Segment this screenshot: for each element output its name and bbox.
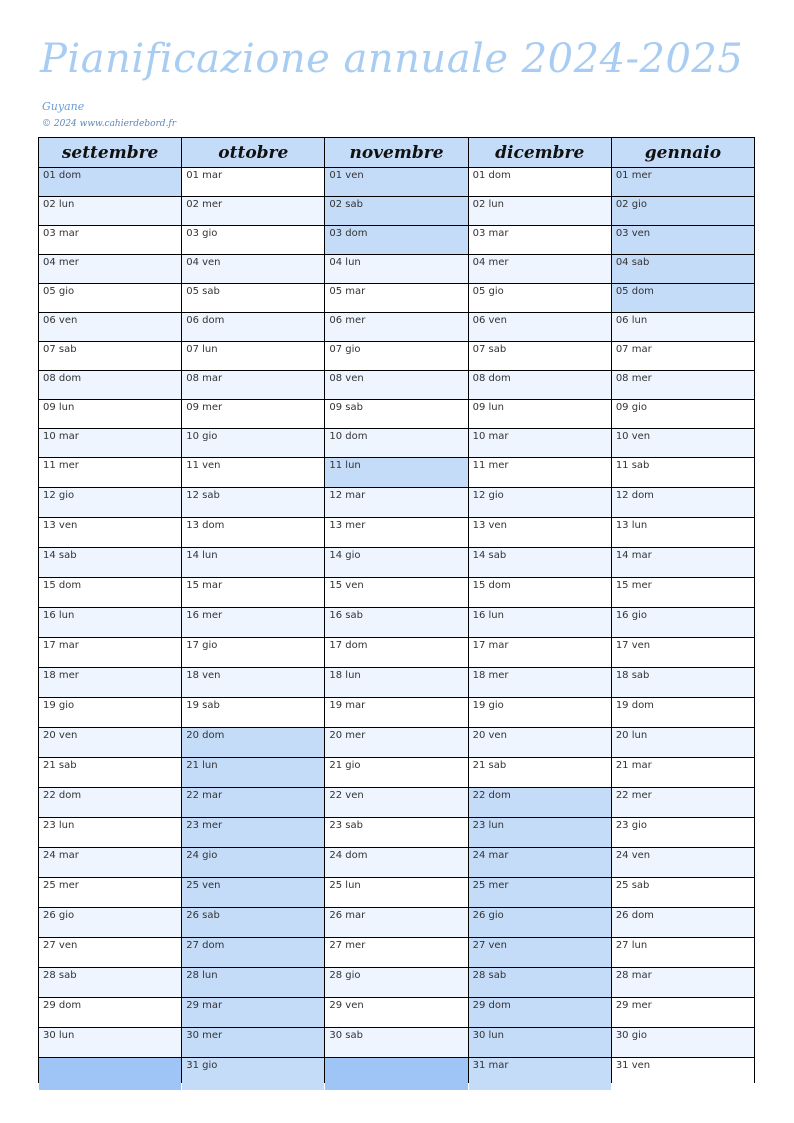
- day-cell: 22 mer: [612, 788, 754, 818]
- day-cell: 24 dom: [325, 848, 467, 878]
- day-cell: 17 dom: [325, 638, 467, 668]
- day-cell: 11 sab: [612, 458, 754, 488]
- day-cell: 13 lun: [612, 518, 754, 548]
- day-cell: 05 gio: [39, 284, 181, 313]
- day-cell: 30 lun: [39, 1028, 181, 1058]
- day-cell: 08 dom: [469, 371, 611, 400]
- month-column-gennaio: [612, 138, 754, 1082]
- day-cell: 04 lun: [325, 255, 467, 284]
- month-header: settembre: [39, 138, 181, 168]
- day-cell: 21 sab: [39, 758, 181, 788]
- day-cell: 06 lun: [612, 313, 754, 342]
- day-cell: 10 mar: [39, 429, 181, 458]
- day-cell: 03 ven: [612, 226, 754, 255]
- month-header: dicembre: [469, 138, 611, 168]
- day-cell: 29 ven: [325, 998, 467, 1028]
- day-cell: 10 gio: [182, 429, 324, 458]
- day-cell: 20 mer: [325, 728, 467, 758]
- day-cell: 02 sab: [325, 197, 467, 226]
- day-cell: 28 gio: [325, 968, 467, 998]
- day-cell: 20 lun: [612, 728, 754, 758]
- day-cell: 26 mar: [325, 908, 467, 938]
- day-cell: 30 mer: [182, 1028, 324, 1058]
- day-cell: 31 mar: [469, 1058, 611, 1090]
- day-cell: 30 gio: [612, 1028, 754, 1058]
- day-cell: 18 ven: [182, 668, 324, 698]
- day-cell: 31 gio: [182, 1058, 324, 1090]
- day-cell: 17 mar: [39, 638, 181, 668]
- day-cell: 12 gio: [469, 488, 611, 518]
- day-cell: 06 mer: [325, 313, 467, 342]
- day-cell: 15 dom: [469, 578, 611, 608]
- day-cell: 25 sab: [612, 878, 754, 908]
- day-cell: 24 mar: [39, 848, 181, 878]
- day-cell: 28 mar: [612, 968, 754, 998]
- calendar-grid: [38, 137, 755, 1083]
- day-cell: 22 ven: [325, 788, 467, 818]
- day-cell: 03 gio: [182, 226, 324, 255]
- day-cell: 02 mer: [182, 197, 324, 226]
- day-cell: 13 mer: [325, 518, 467, 548]
- day-cell: 13 ven: [469, 518, 611, 548]
- day-cell: 16 lun: [469, 608, 611, 638]
- day-cell: 01 dom: [469, 168, 611, 197]
- day-cell: 19 gio: [469, 698, 611, 728]
- day-cell: 16 gio: [612, 608, 754, 638]
- day-cell: 19 dom: [612, 698, 754, 728]
- day-cell: 31 ven: [612, 1058, 754, 1090]
- day-cell: 23 sab: [325, 818, 467, 848]
- day-cell: 11 lun: [325, 458, 467, 488]
- day-cell: 27 ven: [39, 938, 181, 968]
- month-column-novembre: [325, 138, 468, 1082]
- day-cell: 10 dom: [325, 429, 467, 458]
- empty-day-cell: [39, 1058, 181, 1090]
- day-cell: 05 sab: [182, 284, 324, 313]
- day-cell: 07 lun: [182, 342, 324, 371]
- day-cell: 23 lun: [39, 818, 181, 848]
- day-cell: 30 lun: [469, 1028, 611, 1058]
- day-cell: 19 gio: [39, 698, 181, 728]
- day-cell: 21 gio: [325, 758, 467, 788]
- day-cell: 01 mer: [612, 168, 754, 197]
- day-cell: 22 dom: [469, 788, 611, 818]
- day-cell: 09 lun: [469, 400, 611, 429]
- month-header: novembre: [325, 138, 467, 168]
- day-cell: 28 sab: [39, 968, 181, 998]
- day-cell: 24 ven: [612, 848, 754, 878]
- day-cell: 11 mer: [469, 458, 611, 488]
- month-header: gennaio: [612, 138, 754, 168]
- day-cell: 10 ven: [612, 429, 754, 458]
- day-cell: 11 mer: [39, 458, 181, 488]
- day-cell: 14 sab: [39, 548, 181, 578]
- day-cell: 29 dom: [469, 998, 611, 1028]
- day-cell: 25 mer: [469, 878, 611, 908]
- day-cell: 05 mar: [325, 284, 467, 313]
- day-cell: 17 gio: [182, 638, 324, 668]
- day-cell: 14 gio: [325, 548, 467, 578]
- day-cell: 19 sab: [182, 698, 324, 728]
- day-cell: 17 mar: [469, 638, 611, 668]
- day-cell: 14 mar: [612, 548, 754, 578]
- day-cell: 24 gio: [182, 848, 324, 878]
- day-cell: 30 sab: [325, 1028, 467, 1058]
- day-cell: 22 mar: [182, 788, 324, 818]
- day-cell: 18 lun: [325, 668, 467, 698]
- day-cell: 14 lun: [182, 548, 324, 578]
- day-cell: 15 dom: [39, 578, 181, 608]
- day-cell: 06 ven: [39, 313, 181, 342]
- day-cell: 12 mar: [325, 488, 467, 518]
- day-cell: 13 dom: [182, 518, 324, 548]
- day-cell: 08 mer: [612, 371, 754, 400]
- day-cell: 03 mar: [469, 226, 611, 255]
- day-cell: 27 dom: [182, 938, 324, 968]
- day-cell: 04 mer: [469, 255, 611, 284]
- day-cell: 18 mer: [469, 668, 611, 698]
- day-cell: 09 mer: [182, 400, 324, 429]
- day-cell: 22 dom: [39, 788, 181, 818]
- day-cell: 20 ven: [469, 728, 611, 758]
- day-cell: 15 ven: [325, 578, 467, 608]
- day-cell: 09 lun: [39, 400, 181, 429]
- day-cell: 25 lun: [325, 878, 467, 908]
- day-cell: 06 dom: [182, 313, 324, 342]
- day-cell: 13 ven: [39, 518, 181, 548]
- day-cell: 05 gio: [469, 284, 611, 313]
- day-cell: 04 sab: [612, 255, 754, 284]
- day-cell: 01 mar: [182, 168, 324, 197]
- day-cell: 27 ven: [469, 938, 611, 968]
- day-cell: 02 gio: [612, 197, 754, 226]
- day-cell: 18 sab: [612, 668, 754, 698]
- day-cell: 16 sab: [325, 608, 467, 638]
- day-cell: 23 lun: [469, 818, 611, 848]
- day-cell: 19 mar: [325, 698, 467, 728]
- day-cell: 07 sab: [39, 342, 181, 371]
- day-cell: 26 dom: [612, 908, 754, 938]
- day-cell: 02 lun: [469, 197, 611, 226]
- day-cell: 03 dom: [325, 226, 467, 255]
- day-cell: 01 dom: [39, 168, 181, 197]
- day-cell: 16 mer: [182, 608, 324, 638]
- copyright-label: © 2024 www.cahierdebord.fr: [42, 119, 177, 129]
- day-cell: 05 dom: [612, 284, 754, 313]
- day-cell: 24 mar: [469, 848, 611, 878]
- day-cell: 29 dom: [39, 998, 181, 1028]
- day-cell: 16 lun: [39, 608, 181, 638]
- day-cell: 11 ven: [182, 458, 324, 488]
- day-cell: 26 gio: [469, 908, 611, 938]
- day-cell: 27 lun: [612, 938, 754, 968]
- day-cell: 17 ven: [612, 638, 754, 668]
- month-column-dicembre: [469, 138, 612, 1082]
- day-cell: 02 lun: [39, 197, 181, 226]
- day-cell: 29 mer: [612, 998, 754, 1028]
- day-cell: 04 ven: [182, 255, 324, 284]
- day-cell: 21 sab: [469, 758, 611, 788]
- month-column-ottobre: [182, 138, 325, 1082]
- day-cell: 06 ven: [469, 313, 611, 342]
- day-cell: 28 sab: [469, 968, 611, 998]
- day-cell: 23 gio: [612, 818, 754, 848]
- day-cell: 23 mer: [182, 818, 324, 848]
- day-cell: 28 lun: [182, 968, 324, 998]
- region-label: Guyane: [42, 100, 85, 113]
- day-cell: 25 ven: [182, 878, 324, 908]
- month-header: ottobre: [182, 138, 324, 168]
- day-cell: 21 lun: [182, 758, 324, 788]
- day-cell: 20 dom: [182, 728, 324, 758]
- day-cell: 10 mar: [469, 429, 611, 458]
- day-cell: 14 sab: [469, 548, 611, 578]
- page-title: Pianificazione annuale 2024-2025: [40, 36, 744, 82]
- day-cell: 29 mar: [182, 998, 324, 1028]
- day-cell: 15 mar: [182, 578, 324, 608]
- day-cell: 15 mer: [612, 578, 754, 608]
- day-cell: 27 mer: [325, 938, 467, 968]
- day-cell: 20 ven: [39, 728, 181, 758]
- day-cell: 09 sab: [325, 400, 467, 429]
- day-cell: 26 sab: [182, 908, 324, 938]
- day-cell: 07 mar: [612, 342, 754, 371]
- day-cell: 01 ven: [325, 168, 467, 197]
- day-cell: 12 dom: [612, 488, 754, 518]
- day-cell: 12 gio: [39, 488, 181, 518]
- empty-day-cell: [325, 1058, 467, 1090]
- day-cell: 25 mer: [39, 878, 181, 908]
- month-column-settembre: [39, 138, 182, 1082]
- day-cell: 08 ven: [325, 371, 467, 400]
- day-cell: 09 gio: [612, 400, 754, 429]
- day-cell: 21 mar: [612, 758, 754, 788]
- day-cell: 07 gio: [325, 342, 467, 371]
- day-cell: 04 mer: [39, 255, 181, 284]
- day-cell: 18 mer: [39, 668, 181, 698]
- day-cell: 12 sab: [182, 488, 324, 518]
- day-cell: 08 dom: [39, 371, 181, 400]
- day-cell: 26 gio: [39, 908, 181, 938]
- day-cell: 03 mar: [39, 226, 181, 255]
- day-cell: 07 sab: [469, 342, 611, 371]
- day-cell: 08 mar: [182, 371, 324, 400]
